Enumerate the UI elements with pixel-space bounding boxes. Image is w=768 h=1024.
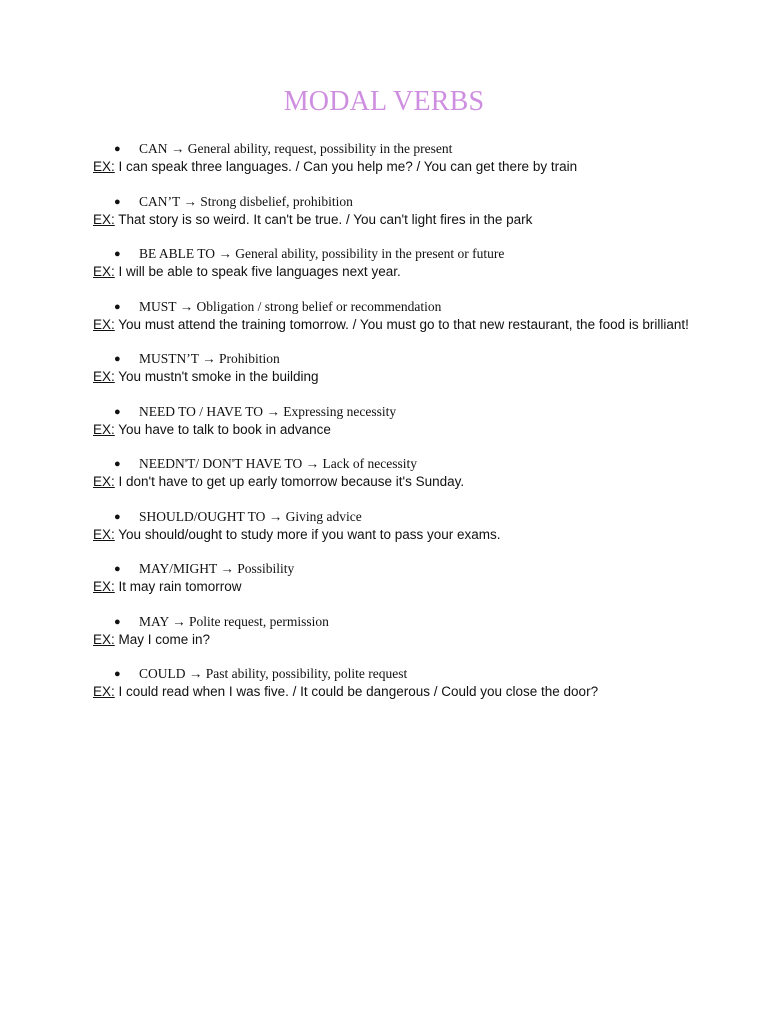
arrow-icon: → (266, 403, 280, 419)
modal-verb-definition (93, 455, 693, 473)
example-label: EX: (93, 526, 115, 542)
modal-verb-entry (93, 298, 693, 334)
modal-verb-definition (93, 613, 693, 631)
example-text: You must attend the training tomorrow. / You must go to that new restaurant, the food is brilliant! (118, 316, 689, 332)
modal-verb-entry (93, 193, 693, 229)
example-sentence (93, 526, 693, 544)
modal-verb-term: MAY/MIGHT (139, 561, 218, 576)
arrow-icon: → (179, 298, 194, 314)
arrow-icon: → (170, 141, 185, 156)
bullet-icon: ● (114, 668, 121, 680)
modal-verb-term: BE ABLE TO (139, 246, 216, 261)
modal-verb-meaning: Strong disbelief, prohibition (200, 193, 353, 209)
example-text: You have to talk to book in advance (118, 421, 331, 437)
example-text: May I come in? (118, 631, 211, 647)
modal-verb-term: CAN (139, 141, 168, 156)
modal-verb-definition (93, 140, 693, 158)
arrow-icon: → (188, 666, 203, 681)
modal-verb-definition (93, 560, 693, 578)
modal-verb-term: MUST (139, 298, 177, 314)
example-label: EX: (93, 631, 115, 647)
example-text: That story is so weird. It can't be true. / You can't light fires in the park (118, 211, 533, 227)
arrow-icon: → (220, 561, 234, 576)
modal-verb-list (93, 140, 693, 701)
example-sentence (93, 316, 693, 334)
arrow-icon: → (268, 508, 283, 524)
modal-verb-term: CAN’T (139, 193, 181, 209)
modal-verb-term: COULD (139, 666, 186, 681)
example-label: EX: (93, 579, 115, 594)
modal-verb-term: MAY (139, 613, 169, 629)
example-label: EX: (93, 316, 115, 332)
modal-verb-term: NEEDN'T/ DON'T HAVE TO (139, 456, 303, 471)
example-label: EX: (93, 159, 115, 174)
example-label: EX: (93, 369, 115, 384)
bullet-icon: ● (114, 458, 121, 470)
example-sentence (93, 631, 693, 649)
bullet-icon: ● (114, 353, 121, 365)
page-title: MODAL VERBS (283, 86, 485, 117)
bullet-icon: ● (114, 195, 121, 208)
modal-verb-entry (93, 613, 693, 649)
example-label: EX: (93, 264, 115, 279)
modal-verb-term: NEED TO / HAVE TO (139, 403, 264, 419)
example-sentence (93, 683, 693, 701)
modal-verb-entry (93, 245, 693, 281)
example-sentence (93, 263, 693, 281)
arrow-icon: → (183, 193, 197, 209)
bullet-icon: ● (114, 248, 121, 260)
modal-verb-meaning: Possibility (237, 561, 295, 576)
modal-verb-meaning: Giving advice (285, 508, 362, 524)
bullet-icon: ● (114, 510, 121, 523)
example-label: EX: (93, 421, 115, 437)
modal-verb-meaning: General ability, possibility in the present or future (235, 246, 505, 261)
modal-verb-definition (93, 245, 693, 263)
modal-verb-entry (93, 560, 693, 596)
bullet-icon: ● (114, 563, 121, 575)
modal-verb-definition (93, 403, 693, 421)
example-label: EX: (93, 474, 115, 489)
example-text: I don't have to get up early tomorrow because it's Sunday. (118, 474, 465, 489)
modal-verb-entry (93, 350, 693, 386)
modal-verb-definition (93, 193, 693, 211)
example-text: It may rain tomorrow (118, 579, 242, 594)
example-label: EX: (93, 211, 115, 227)
modal-verb-meaning: Expressing necessity (283, 403, 397, 419)
example-text: I could read when I was five. / It could be dangerous / Could you close the door? (118, 684, 599, 699)
modal-verb-meaning: Polite request, permission (189, 613, 329, 629)
example-sentence (93, 158, 693, 176)
modal-verb-meaning: Lack of necessity (322, 456, 417, 471)
modal-verb-definition (93, 350, 693, 368)
modal-verb-definition (93, 508, 693, 526)
arrow-icon: → (218, 246, 232, 261)
modal-verb-term: MUSTN’T (139, 351, 199, 366)
example-sentence (93, 368, 693, 386)
modal-verb-meaning: Past ability, possibility, polite request (205, 666, 408, 681)
modal-verb-entry (93, 665, 693, 701)
modal-verb-entry (93, 508, 693, 544)
example-sentence (93, 211, 693, 229)
example-label: EX: (93, 684, 115, 699)
example-text: I can speak three languages. / Can you help me? / You can get there by train (118, 159, 578, 174)
arrow-icon: → (172, 613, 186, 629)
example-sentence (93, 578, 693, 596)
example-text: I will be able to speak five languages next year. (118, 264, 401, 279)
arrow-icon: → (202, 351, 216, 366)
modal-verb-entry (93, 455, 693, 491)
modal-verb-meaning: Prohibition (219, 351, 280, 366)
modal-verb-meaning: Obligation / strong belief or recommendation (196, 298, 442, 314)
example-sentence (93, 421, 693, 439)
example-text: You should/ought to study more if you want to pass your exams. (118, 526, 501, 542)
arrow-icon: → (305, 456, 320, 471)
modal-verb-entry (93, 403, 693, 439)
bullet-icon: ● (114, 143, 121, 155)
modal-verb-definition (93, 298, 693, 316)
bullet-icon: ● (114, 615, 121, 628)
modal-verb-definition (93, 665, 693, 683)
modal-verb-meaning: General ability, request, possibility in the present (187, 141, 453, 156)
example-text: You mustn't smoke in the building (118, 369, 319, 384)
modal-verb-term: SHOULD/OUGHT TO (139, 508, 266, 524)
modal-verb-entry (93, 140, 693, 176)
bullet-icon: ● (114, 300, 121, 313)
example-sentence (93, 473, 693, 491)
bullet-icon: ● (114, 405, 121, 418)
